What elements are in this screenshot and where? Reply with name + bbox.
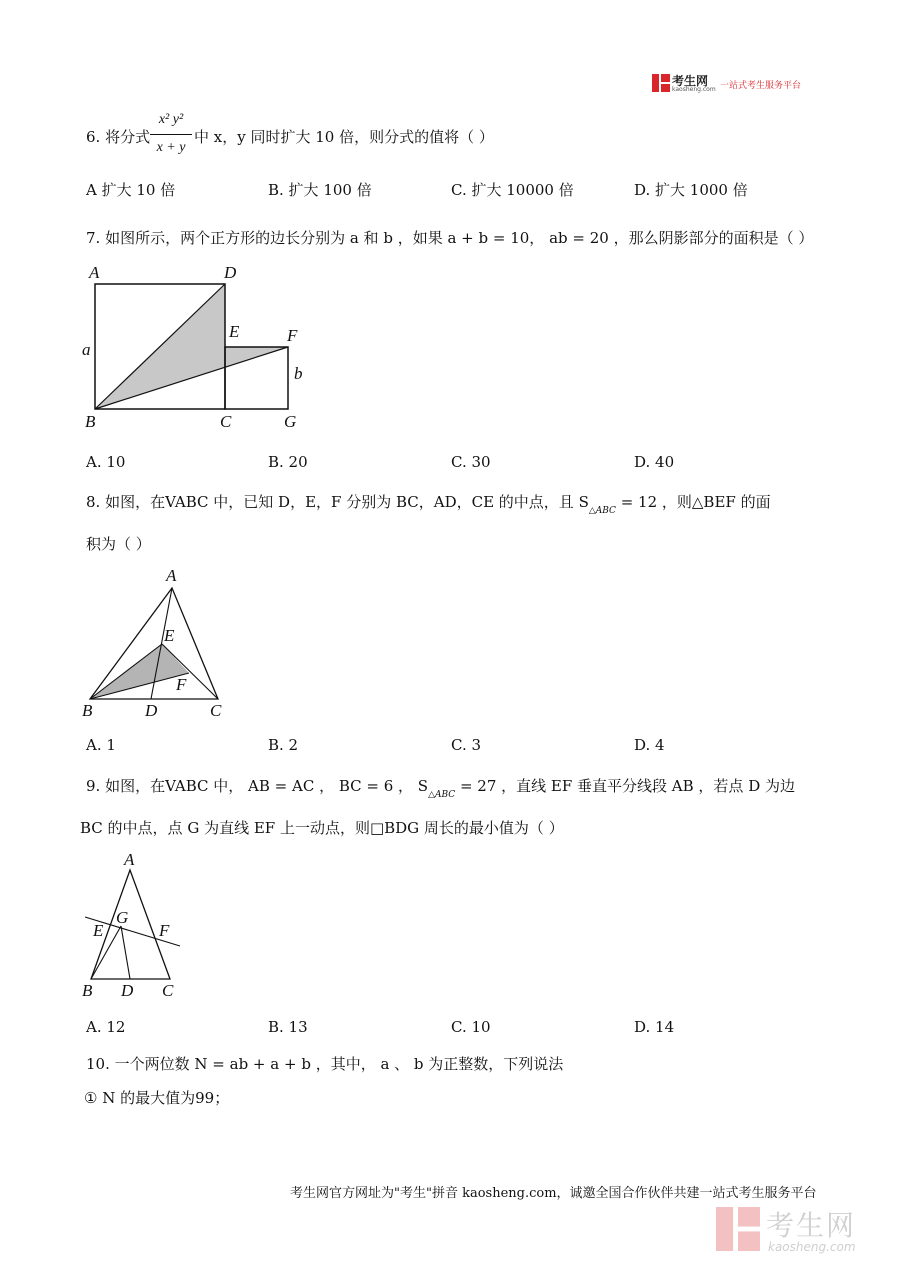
q7-option-a[interactable]: A. 10 [86, 453, 126, 471]
q9-stem-subscript: △ABC [428, 790, 456, 800]
q9-stem-line1 [86, 776, 795, 805]
q9-stem-part2: = 27 ，直线 EF 垂直平分线段 AB ，若点 D 为边 [455, 777, 795, 795]
q7-figure [80, 262, 320, 422]
q7-option-b[interactable]: B. 20 [268, 453, 308, 471]
q7-stem: 7. 如图所示，两个正方形的边长分别为 a 和 b ，如果 a + b = 10， ab = 20 ，那么阴影部分的面积是（ ） [86, 229, 814, 247]
q7-label-e-point: E [229, 322, 240, 341]
q7-label-a-point: A [89, 263, 100, 282]
q6-stem-suffix: 中 x，y 同时扩大 10 倍，则分式的值将（ ） [194, 128, 494, 146]
q9-option-b[interactable]: B. 13 [268, 1018, 308, 1036]
q8-stem-part2: = 12 ，则△BEF 的面 [615, 493, 771, 511]
q9-stem-part1: 9. 如图，在VABC 中， AB = AC ， BC = 6 ， S [86, 777, 429, 795]
q9-label-f: F [159, 921, 170, 940]
q6-fraction-numerator: x² y² [158, 112, 184, 127]
q6-option-c[interactable]: C. 扩大 10000 倍 [451, 181, 574, 199]
q8-stem-subscript: △ABC [588, 506, 616, 516]
q8-label-b: B [82, 701, 93, 720]
q8-figure [80, 570, 240, 720]
q9-label-a: A [124, 850, 135, 869]
q8-stem-part1: 8. 如图，在VABC 中，已知 D，E，F 分别为 BC，AD，CE 的中点，且 S [86, 493, 589, 511]
logo-slogan: 一站式考生服务平台 [720, 81, 802, 91]
q6-stem-prefix: 6. 将分式 [86, 128, 151, 146]
watermark-name: 考生网 [766, 1209, 857, 1242]
footer-watermark [716, 1202, 886, 1258]
q6-option-a[interactable]: A 扩大 10 倍 [86, 181, 176, 199]
q10-item1: ① N 的最大值为99； [84, 1089, 230, 1107]
logo-url: kaosheng.com [672, 86, 716, 93]
q6-fraction [148, 112, 194, 160]
q9-option-d[interactable]: D. 14 [634, 1018, 675, 1036]
q8-label-c: C [210, 701, 222, 720]
logo-icon [652, 74, 670, 92]
q6-option-b[interactable]: B. 扩大 100 倍 [268, 181, 372, 199]
q8-stem-line2: 积为（ ） [86, 535, 151, 553]
q7-label-side-a: a [82, 340, 91, 359]
watermark-url: kaosheng.com [768, 1240, 856, 1254]
q9-label-c: C [162, 981, 174, 1000]
q7-option-d[interactable]: D. 40 [634, 453, 675, 471]
q8-label-a: A [166, 566, 177, 585]
footer-text: 考生网官方网址为"考生"拼音 kaosheng.com，诚邀全国合作伙伴共建一站式考生服务平台 [290, 1186, 817, 1201]
q8-stem-line1 [86, 492, 771, 521]
q9-option-a[interactable]: A. 12 [86, 1018, 126, 1036]
logo-name: 考生网 [672, 74, 709, 88]
q7-option-c[interactable]: C. 30 [451, 453, 491, 471]
q7-label-g-point: G [284, 412, 297, 431]
q8-label-f: F [176, 675, 187, 694]
q10-stem: 10. 一个两位数 N = ab + a + b ，其中， a 、 b 为正整数，下列说法 [86, 1055, 564, 1073]
q6-option-d[interactable]: D. 扩大 1000 倍 [634, 181, 748, 199]
q9-label-g: G [116, 908, 129, 927]
q9-stem-line2: BC 的中点，点 G 为直线 EF 上一动点，则□BDG 周长的最小值为（ ） [80, 819, 564, 837]
q8-option-d[interactable]: D. 4 [634, 736, 665, 754]
q6-fraction-bar [150, 134, 192, 135]
watermark-logo-icon [716, 1206, 760, 1252]
q6-fraction-denominator: x + y [156, 140, 186, 155]
q8-option-a[interactable]: A. 1 [86, 736, 116, 754]
q8-label-e: E [164, 626, 175, 645]
q9-label-b: B [82, 981, 93, 1000]
q8-option-c[interactable]: C. 3 [451, 736, 482, 754]
q7-label-f-point: F [287, 326, 298, 345]
q9-label-d: D [121, 981, 134, 1000]
q8-option-b[interactable]: B. 2 [268, 736, 299, 754]
q7-label-c-point: C [220, 412, 232, 431]
q8-label-d: D [145, 701, 158, 720]
q7-label-d-point: D [224, 263, 237, 282]
header-logo [652, 72, 822, 94]
q9-label-e: E [93, 921, 104, 940]
q9-option-c[interactable]: C. 10 [451, 1018, 491, 1036]
q7-label-b-point: B [85, 412, 96, 431]
q7-label-side-b: b [294, 364, 303, 383]
q9-line-gd [121, 926, 130, 979]
q8-shaded-triangle [90, 644, 189, 699]
